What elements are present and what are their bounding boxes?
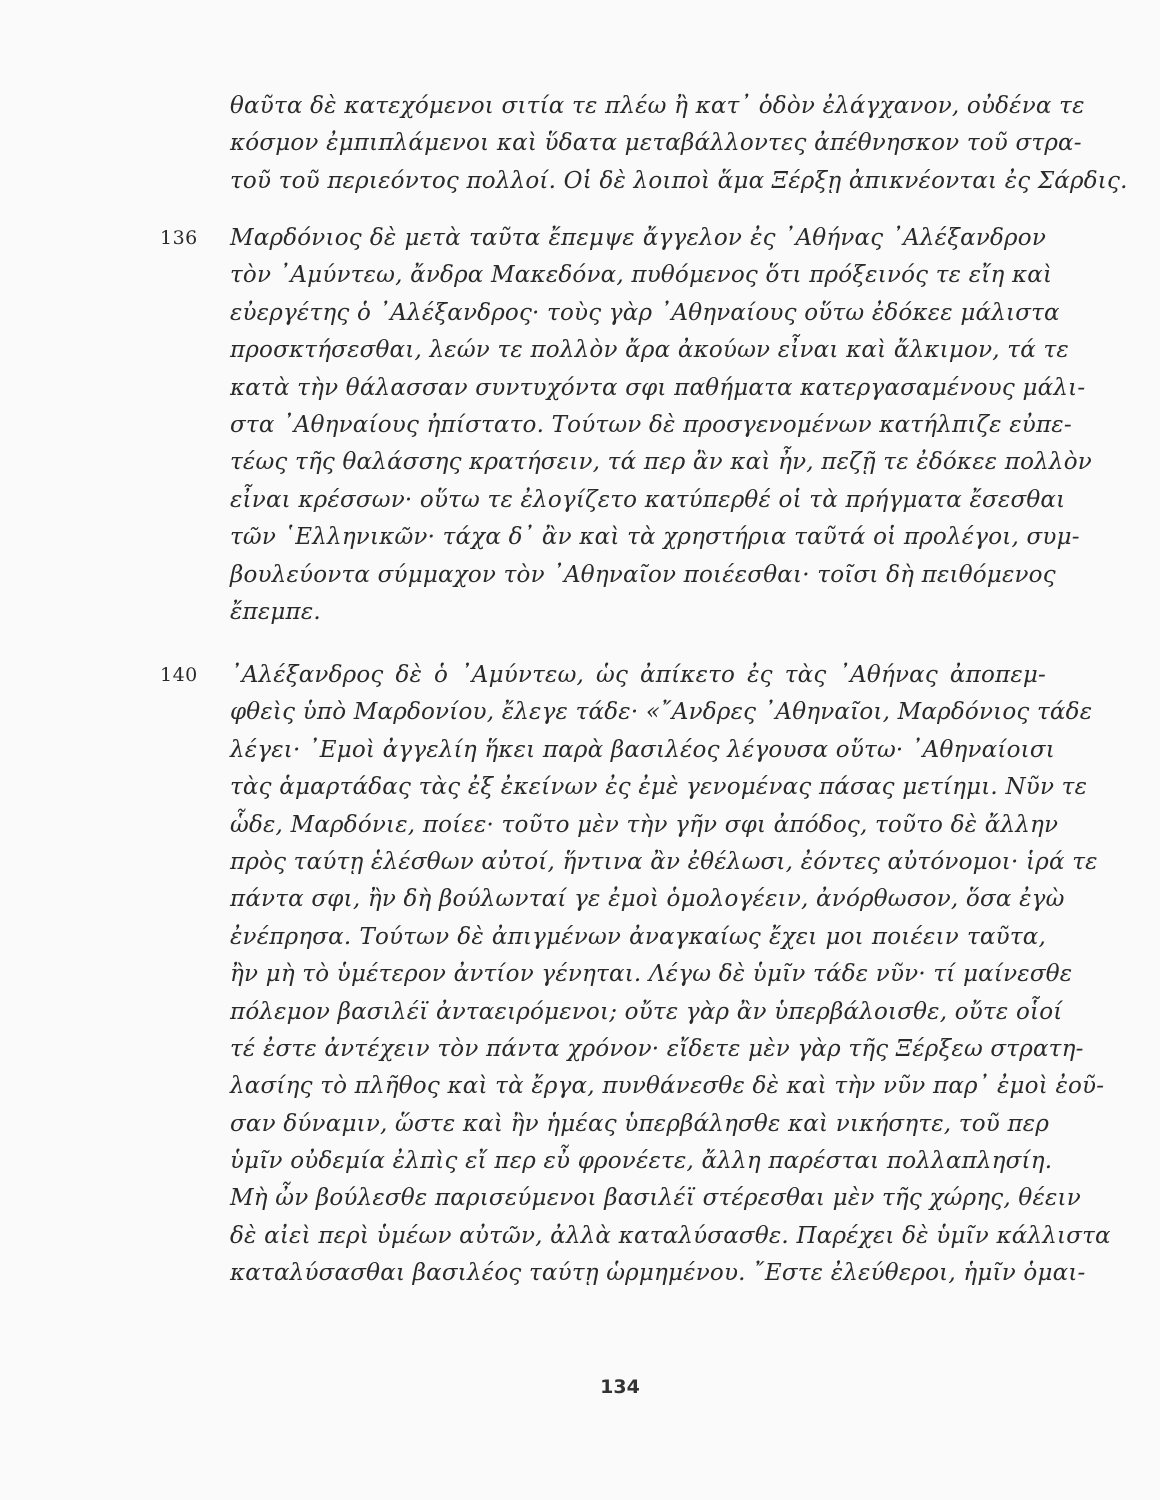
text-line: τὸν ᾿Αμύντεω, ἄνδρα Μακεδόνα, πυθόμενος ὅτι πρόξεινός τε εἴη καὶ <box>230 262 1053 289</box>
text-line: θαῦτα δὲ κατεχόμενοι σιτία τε πλέω ἢ κατ᾽ ὁδὸν ἐλάγχανον, οὐδένα τε <box>230 93 1085 119</box>
text-line: τὰς ἁμαρτάδας τὰς ἐξ ἐκείνων ἐς ἐμὲ γενομένας πάσας μετίημι. Νῦν τε <box>230 774 1088 801</box>
text-line: τέ ἐστε ἀντέχειν τὸν πάντα χρόνον· εἴδετε μὲν γὰρ τῆς Ξέρξεω στρατη- <box>230 1035 1084 1062</box>
text-line: προσκτήσεσθαι, λεών τε πολλὸν ἄρα ἀκούων εἶναι καὶ ἄλκιμον, τά τε <box>230 337 1069 364</box>
text-line: στα ᾿Αθηναίους ἠπίστατο. Τούτων δὲ προσγενομένων κατήλπιζε εὐπε- <box>230 411 1072 438</box>
text-line: καταλύσασθαι βασιλέος ταύτῃ ὡρμημένου. ῎Εστε ἐλεύθεροι, ἡμῖν ὁμαι- <box>230 1260 1086 1287</box>
text-line: ἢν μὴ τὸ ὑμέτερον ἀντίον γένηται. Λέγω δὲ ὑμῖν τάδε νῦν· τί μαίνεσθε <box>230 961 1073 988</box>
text-line: λέγει· ᾿Εμοὶ ἀγγελίη ἥκει παρὰ βασιλέος λέγουσα οὕτω· ᾿Αθηναίοισι <box>230 736 1055 763</box>
text-line: ᾿Αλέξανδρος δὲ ὁ ᾿Αμύντεω, ὡς ἀπίκετο ἐς τὰς ᾿Αθήνας ἀποπεμ- <box>230 662 1046 688</box>
text-line: ἐνέπρησα. Τούτων δὲ ἀπιγμένων ἀναγκαίως ἔχει μοι ποιέειν ταῦτα, <box>230 923 1046 950</box>
margin-section-number: 136 <box>160 227 198 249</box>
text-line: σαν δύναμιν, ὥστε καὶ ἢν ἡμέας ὑπερβάλησθε καὶ νικήσητε, τοῦ περ <box>230 1110 1050 1137</box>
page-number: 134 <box>600 1376 640 1398</box>
text-line: πάντα σφι, ἢν δὴ βούλωνταί γε ἐμοὶ ὁμολογέειν, ἀνόρθωσον, ὅσα ἐγὼ <box>230 886 1065 913</box>
paragraph-mardonios <box>230 220 1092 631</box>
text-line: δὲ αἰεὶ περὶ ὑμέων αὐτῶν, ἀλλὰ καταλύσασθε. Παρέχει δὲ ὑμῖν κάλλιστα <box>230 1222 1111 1249</box>
text-line: πόλεμον βασιλέϊ ἀνταειρόμενοι; οὔτε γὰρ ἂν ὑπερβάλοισθε, οὔτε οἷοί <box>230 998 1063 1025</box>
text-line: τέως τῆς θαλάσσης κρατήσειν, τά περ ἂν καὶ ἦν, πεζῇ τε ἐδόκεε πολλὸν <box>230 449 1092 476</box>
text-line: ἔπεμπε. <box>230 598 321 625</box>
text-line: κόσμον ἐμπιπλάμενοι καὶ ὕδατα μεταβάλλοντες ἀπέθνησκον τοῦ στρα- <box>230 130 1082 157</box>
text-line: Μαρδόνιος δὲ μετὰ ταῦτα ἔπεμψε ἄγγελον ἐς ᾿Αθήνας ᾿Αλέξανδρον <box>230 225 1046 251</box>
margin-section-number: 140 <box>160 664 198 686</box>
text-line: φθεὶς ὑπὸ Μαρδονίου, ἔλεγε τάδε· «῎Ανδρες ᾿Αθηναῖοι, Μαρδόνιος τάδε <box>230 699 1093 726</box>
paragraph-alexandros <box>230 657 1111 1293</box>
text-line: πρὸς ταύτῃ ἑλέσθων αὐτοί, ἥντινα ἂν ἐθέλωσι, ἐόντες αὐτόνομοι· ἱρά τε <box>230 848 1098 875</box>
text-line: τῶν ῾Ελληνικῶν· τάχα δ᾽ ἂν καὶ τὰ χρηστήρια ταῦτά οἱ προλέγοι, συμ- <box>230 524 1080 551</box>
text-line: τοῦ τοῦ περιεόντος πολλοί. Οἱ δὲ λοιποὶ ἅμα Ξέρξῃ ἀπικνέονται ἐς Σάρδις. <box>230 167 1128 194</box>
text-line: ὑμῖν οὐδεμία ἐλπὶς εἴ περ εὖ φρονέετε, ἄλλη παρέσται πολλαπλησίη. <box>230 1148 1053 1175</box>
paragraph-continuation <box>230 88 1128 200</box>
text-line: εὐεργέτης ὁ ᾿Αλέξανδρος· τοὺς γὰρ ᾿Αθηναίους οὕτω ἐδόκεε μάλιστα <box>230 299 1060 326</box>
text-line: ὧδε, Μαρδόνιε, ποίεε· τοῦτο μὲν τὴν γῆν σφι ἀπόδος, τοῦτο δὲ ἄλλην <box>230 811 1059 838</box>
text-line: κατὰ τὴν θάλασσαν συντυχόντα σφι παθήματα κατεργασαμένους μάλι- <box>230 374 1086 401</box>
text-line: βουλεύοντα σύμμαχον τὸν ᾿Αθηναῖον ποιέεσθαι· τοῖσι δὴ πειθόμενος <box>230 561 1056 588</box>
text-line: Μὴ ὦν βούλεσθε παρισεύμενοι βασιλέϊ στέρεσθαι μὲν τῆς χώρης, θέειν <box>230 1185 1081 1212</box>
text-line: λασίης τὸ πλῆθος καὶ τὰ ἔργα, πυνθάνεσθε δὲ καὶ τὴν νῦν παρ᾽ ἐμοὶ ἐοῦ- <box>230 1073 1105 1100</box>
text-line: εἶναι κρέσσων· οὕτω τε ἐλογίζετο κατύπερθέ οἱ τὰ πρήγματα ἔσεσθαι <box>230 486 1066 513</box>
